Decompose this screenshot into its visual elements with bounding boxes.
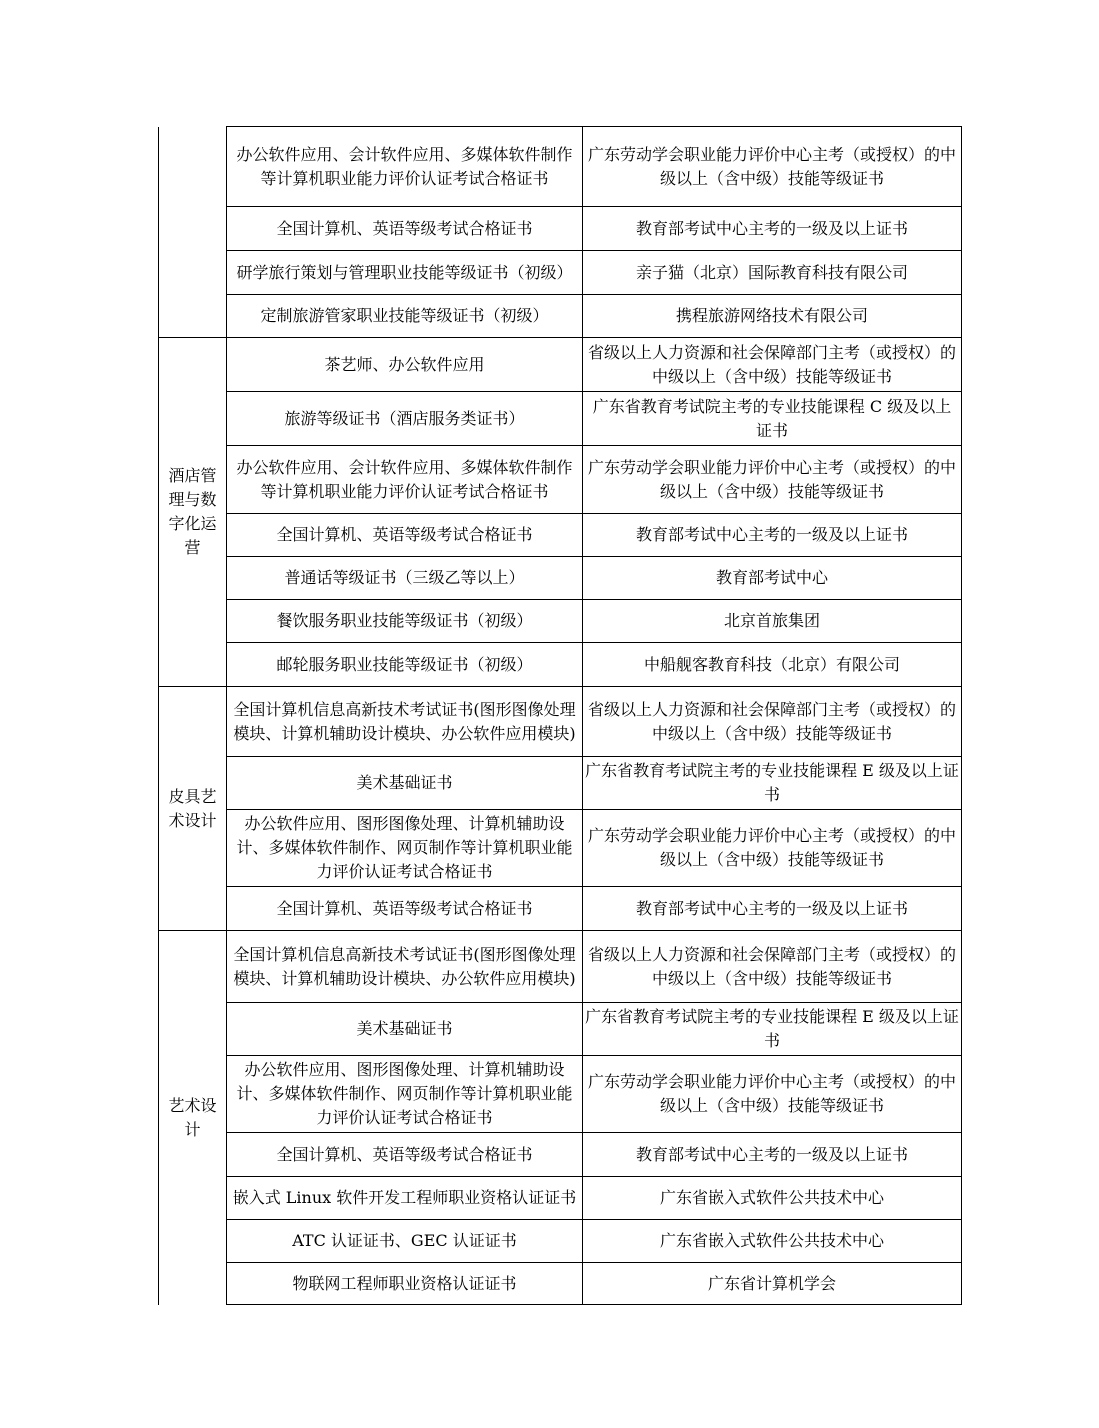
authority-cell: 省级以上人力资源和社会保障部门主考（或授权）的中级以上（含中级）技能等级证书: [583, 338, 962, 392]
certificate-cell: 办公软件应用、图形图像处理、计算机辅助设计、多媒体软件制作、网页制作等计算机职业能力评价认证考试合格证书: [227, 1056, 583, 1133]
authority-cell: 教育部考试中心主考的一级及以上证书: [583, 887, 962, 931]
major-cell: 酒店管理与数字化运营: [159, 338, 227, 687]
certificates-table: [158, 126, 962, 1305]
table-row: [159, 295, 962, 338]
certificate-cell: 全国计算机信息高新技术考试证书(图形图像处理模块、计算机辅助设计模块、办公软件应用模块): [227, 931, 583, 1003]
authority-cell: 广东省教育考试院主考的专业技能课程 E 级及以上证书: [583, 757, 962, 810]
certificate-cell: 邮轮服务职业技能等级证书（初级）: [227, 643, 583, 687]
authority-cell: 广东省计算机学会: [583, 1263, 962, 1305]
table-row: [159, 1220, 962, 1263]
certificate-cell: 全国计算机、英语等级考试合格证书: [227, 1133, 583, 1177]
authority-cell: 教育部考试中心主考的一级及以上证书: [583, 207, 962, 251]
table-row: [159, 392, 962, 446]
authority-cell: 教育部考试中心主考的一级及以上证书: [583, 514, 962, 557]
table-row: [159, 251, 962, 295]
table-row: [159, 127, 962, 207]
authority-cell: 携程旅游网络技术有限公司: [583, 295, 962, 338]
major-cell: 皮具艺术设计: [159, 687, 227, 931]
table-row: [159, 1056, 962, 1133]
certificate-cell: 物联网工程师职业资格认证证书: [227, 1263, 583, 1305]
certificate-cell: 美术基础证书: [227, 757, 583, 810]
authority-cell: 北京首旅集团: [583, 600, 962, 643]
authority-cell: 教育部考试中心: [583, 557, 962, 600]
certificate-cell: ATC 认证证书、GEC 认证证书: [227, 1220, 583, 1263]
table-row: [159, 687, 962, 757]
table-row: [159, 887, 962, 931]
certificate-cell: 全国计算机、英语等级考试合格证书: [227, 514, 583, 557]
authority-cell: 广东省教育考试院主考的专业技能课程 C 级及以上证书: [583, 392, 962, 446]
table-sheet: [158, 126, 962, 1305]
major-cell: 艺术设计: [159, 931, 227, 1305]
authority-cell: 广东省嵌入式软件公共技术中心: [583, 1177, 962, 1220]
certificate-cell: 旅游等级证书（酒店服务类证书）: [227, 392, 583, 446]
table-row: [159, 643, 962, 687]
authority-cell: 广东劳动学会职业能力评价中心主考（或授权）的中级以上（含中级）技能等级证书: [583, 127, 962, 207]
certificate-cell: 餐饮服务职业技能等级证书（初级）: [227, 600, 583, 643]
table-row: [159, 810, 962, 887]
authority-cell: 省级以上人力资源和社会保障部门主考（或授权）的中级以上（含中级）技能等级证书: [583, 931, 962, 1003]
authority-cell: 教育部考试中心主考的一级及以上证书: [583, 1133, 962, 1177]
certificate-cell: 嵌入式 Linux 软件开发工程师职业资格认证证书: [227, 1177, 583, 1220]
table-row: [159, 338, 962, 392]
authority-cell: 广东劳动学会职业能力评价中心主考（或授权）的中级以上（含中级）技能等级证书: [583, 1056, 962, 1133]
table-row: [159, 931, 962, 1003]
authority-cell: 中船舰客教育科技（北京）有限公司: [583, 643, 962, 687]
certificate-cell: 研学旅行策划与管理职业技能等级证书（初级）: [227, 251, 583, 295]
certificate-cell: 全国计算机信息高新技术考试证书(图形图像处理模块、计算机辅助设计模块、办公软件应用模块): [227, 687, 583, 757]
table-row: [159, 557, 962, 600]
certificate-cell: 定制旅游管家职业技能等级证书（初级）: [227, 295, 583, 338]
table-row: [159, 446, 962, 514]
authority-cell: 广东省嵌入式软件公共技术中心: [583, 1220, 962, 1263]
certificate-cell: 办公软件应用、会计软件应用、多媒体软件制作等计算机职业能力评价认证考试合格证书: [227, 446, 583, 514]
certificate-cell: 全国计算机、英语等级考试合格证书: [227, 887, 583, 931]
certificate-cell: 办公软件应用、图形图像处理、计算机辅助设计、多媒体软件制作、网页制作等计算机职业能力评价认证考试合格证书: [227, 810, 583, 887]
certificate-cell: 茶艺师、办公软件应用: [227, 338, 583, 392]
authority-cell: 亲子猫（北京）国际教育科技有限公司: [583, 251, 962, 295]
authority-cell: 广东劳动学会职业能力评价中心主考（或授权）的中级以上（含中级）技能等级证书: [583, 810, 962, 887]
authority-cell: 省级以上人力资源和社会保障部门主考（或授权）的中级以上（含中级）技能等级证书: [583, 687, 962, 757]
table-row: [159, 600, 962, 643]
table-row: [159, 207, 962, 251]
certificate-cell: 办公软件应用、会计软件应用、多媒体软件制作等计算机职业能力评价认证考试合格证书: [227, 127, 583, 207]
table-row: [159, 1263, 962, 1305]
table-row: [159, 514, 962, 557]
table-row: [159, 1003, 962, 1056]
certificate-cell: 全国计算机、英语等级考试合格证书: [227, 207, 583, 251]
certificate-cell: 普通话等级证书（三级乙等以上）: [227, 557, 583, 600]
table-row: [159, 1177, 962, 1220]
certificate-cell: 美术基础证书: [227, 1003, 583, 1056]
table-row: [159, 1133, 962, 1177]
major-cell: [159, 127, 227, 338]
authority-cell: 广东省教育考试院主考的专业技能课程 E 级及以上证书: [583, 1003, 962, 1056]
authority-cell: 广东劳动学会职业能力评价中心主考（或授权）的中级以上（含中级）技能等级证书: [583, 446, 962, 514]
table-row: [159, 757, 962, 810]
